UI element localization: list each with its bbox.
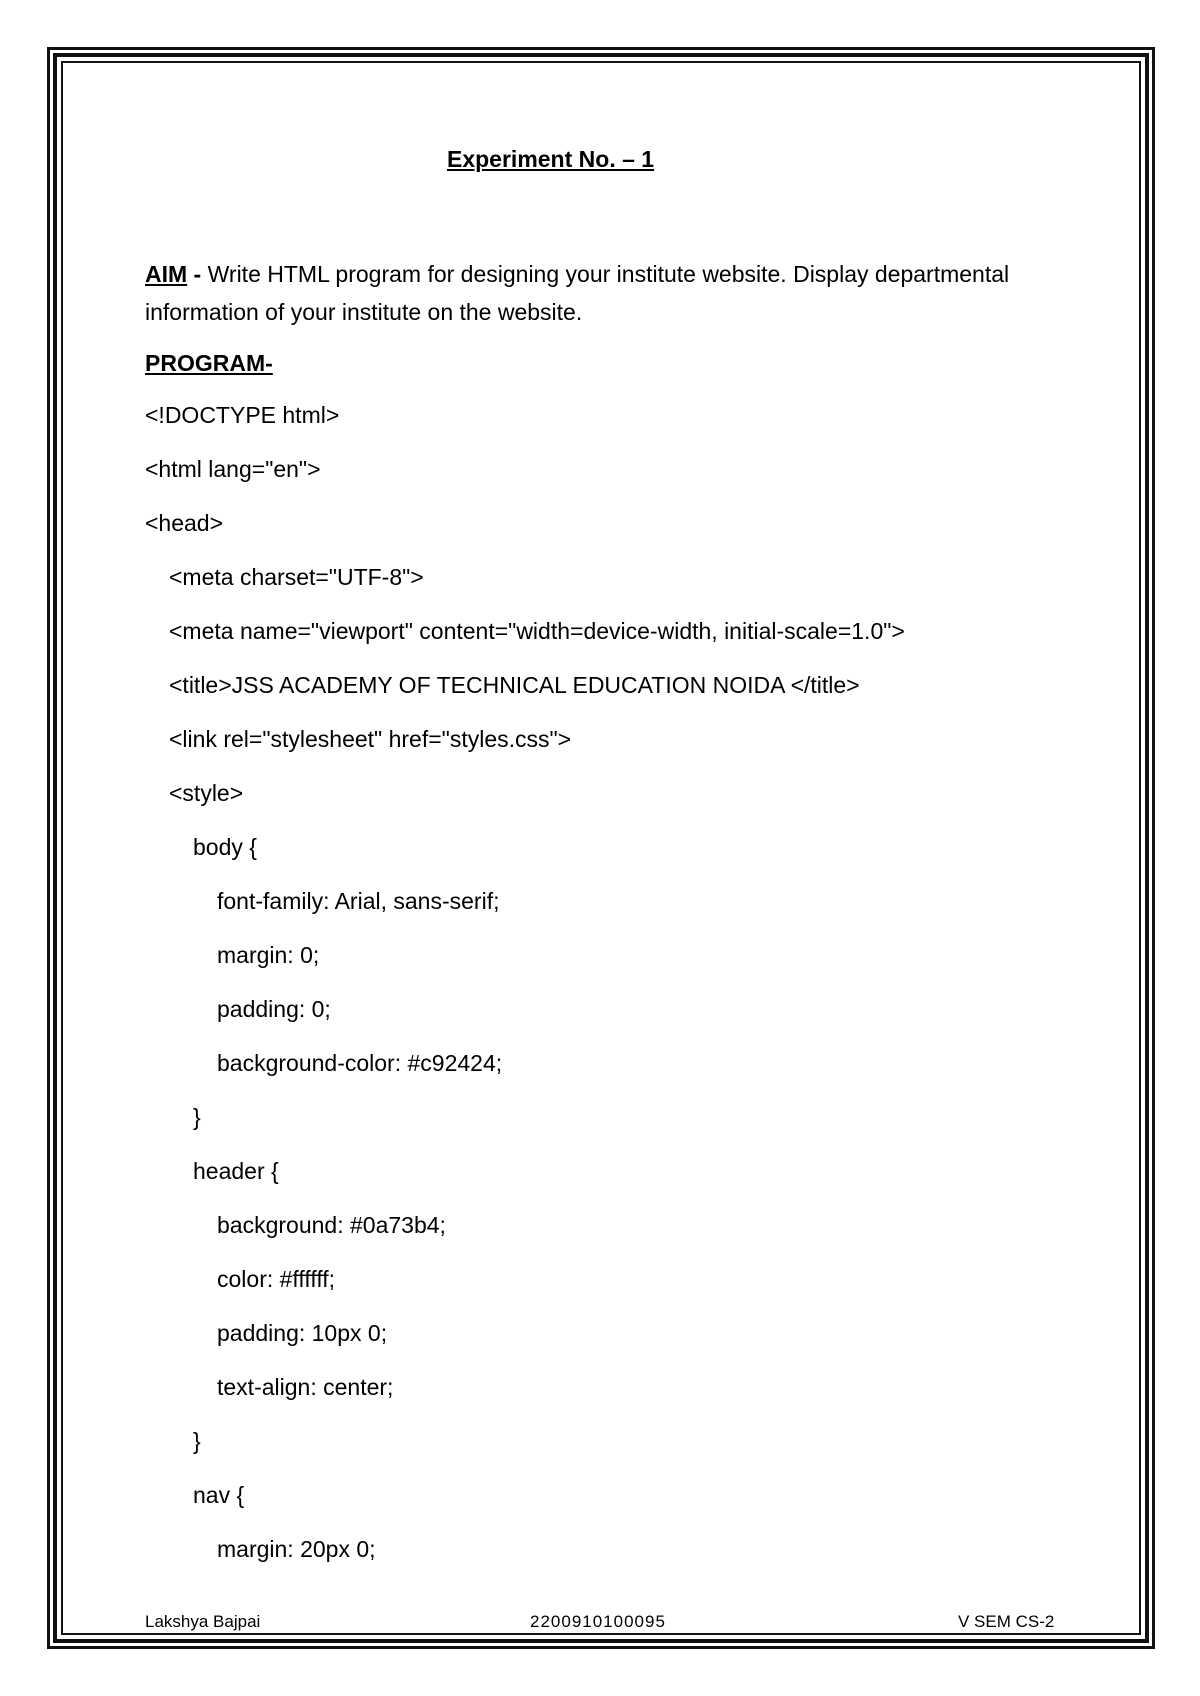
footer-student-name: Lakshya Bajpai	[145, 1612, 261, 1631]
footer-semester: V SEM CS-2	[958, 1612, 1055, 1631]
experiment-title: Experiment No. – 1	[447, 146, 655, 172]
code-line: }	[193, 1104, 201, 1130]
code-line: <title>JSS ACADEMY OF TECHNICAL EDUCATION NOIDA </title>	[169, 672, 860, 698]
code-line: <html lang="en">	[145, 456, 321, 482]
code-line: <style>	[169, 780, 244, 806]
code-line: header {	[193, 1158, 279, 1184]
footer-roll-number: 2200910100095	[530, 1612, 666, 1631]
code-line: <!DOCTYPE html>	[145, 402, 340, 428]
program-label: PROGRAM-	[145, 350, 273, 376]
code-line: background: #0a73b4;	[217, 1212, 446, 1238]
aim-paragraph	[145, 255, 1045, 331]
aim-dash: -	[187, 261, 208, 287]
code-line: text-align: center;	[217, 1374, 394, 1400]
code-line: <link rel="stylesheet" href="styles.css">	[169, 726, 572, 752]
code-line: padding: 0;	[217, 996, 331, 1022]
code-line: color: #ffffff;	[217, 1266, 336, 1292]
code-line: margin: 20px 0;	[217, 1536, 376, 1562]
code-line: }	[193, 1428, 201, 1454]
code-line: nav {	[193, 1482, 245, 1508]
code-line: padding: 10px 0;	[217, 1320, 388, 1346]
code-line: background-color: #c92424;	[217, 1050, 503, 1076]
aim-label: AIM	[145, 261, 188, 287]
code-line: <meta charset="UTF-8">	[169, 564, 424, 590]
code-line: body {	[193, 834, 257, 860]
code-line: <head>	[145, 510, 224, 536]
code-line: font-family: Arial, sans-serif;	[217, 888, 500, 914]
code-listing	[145, 401, 905, 1589]
code-line: <meta name="viewport" content="width=device-width, initial-scale=1.0">	[169, 618, 905, 644]
code-line: margin: 0;	[217, 942, 320, 968]
aim-text: Write HTML program for designing your institute website. Display departmental information of your institute on the website.	[145, 261, 1010, 325]
